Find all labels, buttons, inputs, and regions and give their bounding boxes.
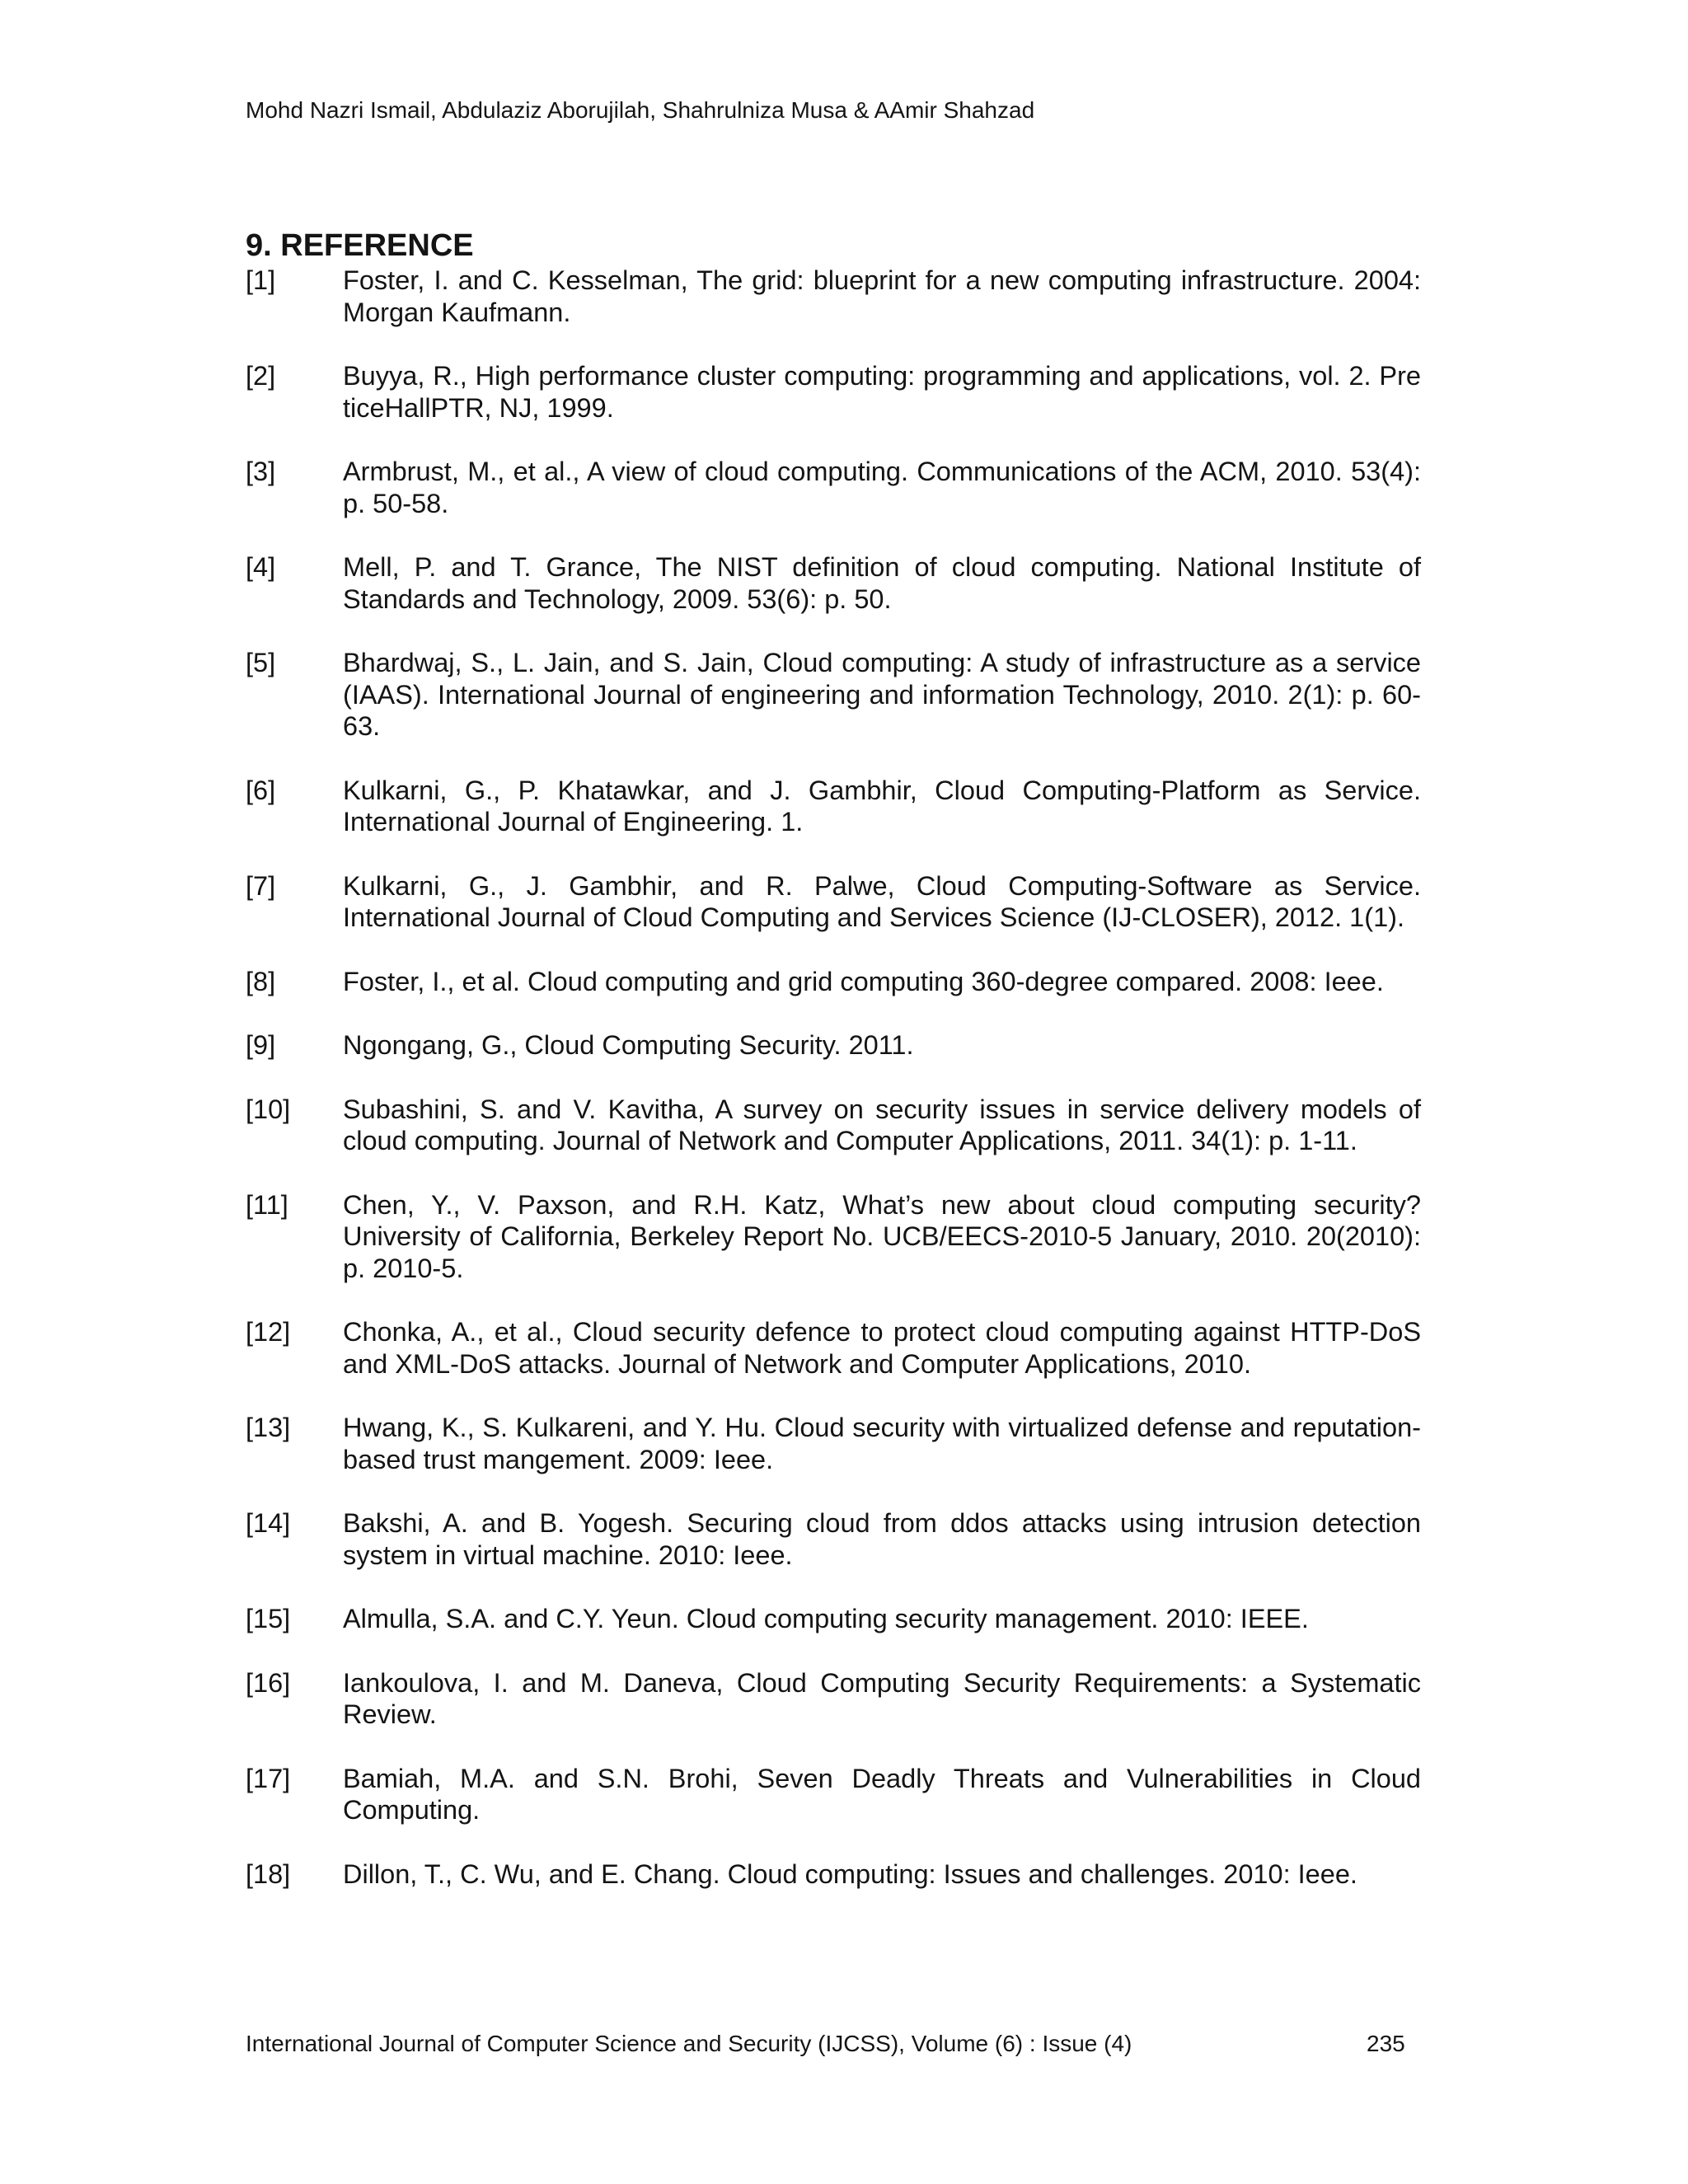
reference-number: [6]	[246, 775, 276, 805]
reference-number: [14]	[246, 1508, 291, 1538]
reference-text: Subashini, S. and V. Kavitha, A survey on security issues in service delivery models of cloud computing. Journal of Network and Computer Applications, 2011. 34(1): p. 1-11.	[343, 1094, 1421, 1155]
reference-number: [18]	[246, 1858, 291, 1889]
reference-item-7	[246, 870, 1421, 934]
reference-text: Almulla, S.A. and C.Y. Yeun. Cloud computing security management. 2010: IEEE.	[343, 1604, 1309, 1633]
reference-number: [13]	[246, 1413, 291, 1442]
reference-list	[246, 265, 1421, 1922]
reference-number: [12]	[246, 1317, 291, 1347]
reference-item-13	[246, 1412, 1421, 1475]
reference-text: Buyya, R., High performance cluster computing: programming and applications, vol. 2. Pre ticeHallPTR, NJ, 1999.	[343, 361, 1421, 423]
section-title: 9. REFERENCE	[246, 228, 474, 263]
reference-item-4	[246, 551, 1421, 615]
reference-text: Bakshi, A. and B. Yogesh. Securing cloud from ddos attacks using intrusion detection system in virtual machine. 2010: Ieee.	[343, 1508, 1421, 1570]
reference-item-10	[246, 1094, 1421, 1157]
page-number: 235	[1367, 2031, 1405, 2056]
reference-text: Bamiah, M.A. and S.N. Brohi, Seven Deadly Threats and Vulnerabilities in Cloud Computing.	[343, 1763, 1421, 1825]
reference-item-2	[246, 360, 1421, 424]
reference-text: Dillon, T., C. Wu, and E. Chang. Cloud computing: Issues and challenges. 2010: Ieee.	[343, 1858, 1357, 1889]
reference-number: [5]	[246, 648, 276, 677]
reference-text: Ngongang, G., Cloud Computing Security. 2011.	[343, 1030, 914, 1060]
reference-text: Kulkarni, G., J. Gambhir, and R. Palwe, Cloud Computing-Software as Service. International Journal of Cloud Computing and Services Science (IJ-CLOSER), 2012. 1(1).	[343, 870, 1421, 932]
reference-text: Iankoulova, I. and M. Daneva, Cloud Computing Security Requirements: a Systematic Review.	[343, 1667, 1421, 1729]
reference-item-18	[246, 1858, 1421, 1891]
reference-item-5	[246, 647, 1421, 743]
running-header: Mohd Nazri Ismail, Abdulaziz Aborujilah, Shahrulniza Musa & AAmir Shahzad	[246, 97, 1035, 123]
reference-number: [10]	[246, 1094, 291, 1124]
reference-item-1	[246, 265, 1421, 328]
reference-item-12	[246, 1316, 1421, 1380]
reference-item-6	[246, 775, 1421, 838]
footer-journal-citation: International Journal of Computer Science and Security (IJCSS), Volume (6) : Issue (4)	[246, 2031, 1132, 2056]
reference-text: Chonka, A., et al., Cloud security defence to protect cloud computing against HTTP-DoS and XML-DoS attacks. Journal of Network and Computer Applications, 2010.	[343, 1317, 1421, 1379]
reference-text: Foster, I. and C. Kesselman, The grid: blueprint for a new computing infrastructure. 2004: Morgan Kaufmann.	[343, 265, 1421, 327]
reference-number: [8]	[246, 966, 276, 996]
reference-number: [16]	[246, 1667, 291, 1698]
reference-number: [4]	[246, 552, 276, 582]
reference-number: [2]	[246, 361, 276, 391]
reference-number: [3]	[246, 457, 276, 486]
reference-number: [9]	[246, 1030, 276, 1060]
reference-number: [1]	[246, 265, 276, 295]
reference-text: Chen, Y., V. Paxson, and R.H. Katz, What’s new about cloud computing security? University of California, Berkeley Report No. UCB/EECS-2010-5 January, 2010. 20(2010): p. 2010-5.	[343, 1189, 1421, 1283]
reference-item-15	[246, 1603, 1421, 1635]
reference-text: Armbrust, M., et al., A view of cloud computing. Communications of the ACM, 2010. 53(4): p. 50-58.	[343, 457, 1421, 518]
reference-text: Hwang, K., S. Kulkareni, and Y. Hu. Cloud security with virtualized defense and reputation-based trust mangement. 2009: Ieee.	[343, 1413, 1421, 1474]
reference-item-3	[246, 456, 1421, 519]
reference-item-17	[246, 1763, 1421, 1826]
reference-text: Mell, P. and T. Grance, The NIST definition of cloud computing. National Institute of Standards and Technology, 2009. 53(6): p. 50.	[343, 552, 1421, 614]
reference-text: Foster, I., et al. Cloud computing and grid computing 360-degree compared. 2008: Ieee.	[343, 966, 1384, 996]
reference-number: [11]	[246, 1189, 288, 1220]
reference-number: [17]	[246, 1763, 291, 1793]
reference-item-8	[246, 966, 1421, 998]
reference-text: Kulkarni, G., P. Khatawkar, and J. Gambhir, Cloud Computing-Platform as Service. International Journal of Engineering. 1.	[343, 775, 1421, 837]
reference-item-11	[246, 1189, 1421, 1285]
reference-item-16	[246, 1667, 1421, 1731]
reference-text: Bhardwaj, S., L. Jain, and S. Jain, Cloud computing: A study of infrastructure as a service (IAAS). International Journal of engineering and information Technology, 2010. 2(1): p. 60-63.	[343, 648, 1421, 741]
reference-item-9	[246, 1029, 1421, 1062]
reference-number: [15]	[246, 1604, 291, 1633]
reference-number: [7]	[246, 870, 276, 901]
reference-item-14	[246, 1507, 1421, 1571]
